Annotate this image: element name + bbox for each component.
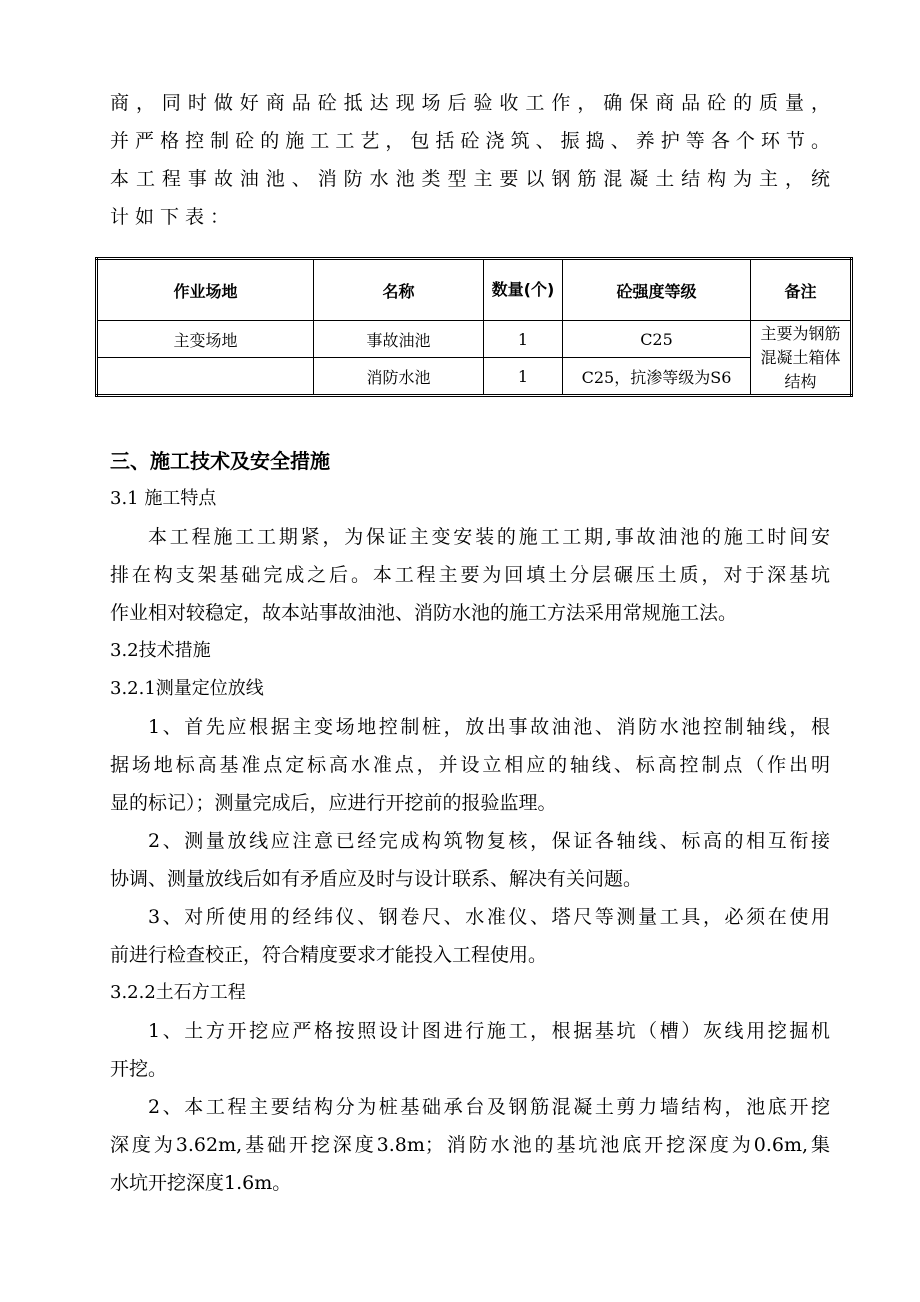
intro-line: 本工程事故油池、消防水池类型主要以钢筋混凝土结构为主，统: [110, 168, 830, 190]
subsection-heading: 3.2.1测量定位放线: [110, 678, 264, 699]
header-grade: 砼强度等级: [563, 259, 751, 321]
paragraph-line: 1、土方开挖应严格按照设计图进行施工，根据基坑（槽）灰线用挖掘机: [148, 1020, 830, 1042]
paragraph-line: 2、测量放线应注意已经完成构筑物复核，保证各轴线、标高的相互衔接: [148, 830, 830, 852]
intro-paragraph: [110, 84, 830, 236]
section-3: [110, 442, 830, 1202]
section-title: 三、施工技术及安全措施: [110, 449, 330, 473]
paragraph-line: 显的标记）；测量完成后，应进行开挖前的报验监理。: [110, 792, 557, 814]
subsection-heading: 3.2技术措施: [110, 640, 211, 661]
paragraph-line: 3、对所使用的经纬仪、钢卷尺、水准仪、塔尺等测量工具，必须在使用: [148, 906, 830, 928]
cell-site: 主变场地: [97, 321, 314, 358]
paragraph-line: 水坑开挖深度1.6m。: [110, 1172, 292, 1194]
table-row: [97, 358, 852, 396]
paragraph-line: 开挖。: [110, 1058, 168, 1080]
paragraph-line: 前进行检查校正，符合精度要求才能投入工程使用。: [110, 944, 548, 966]
table-header-row: [97, 259, 852, 321]
header-remark: 备注: [751, 259, 852, 321]
pool-statistics-table: [95, 257, 853, 397]
cell-qty: 1: [484, 321, 563, 358]
paragraph-line: 排在构支架基础完成之后。本工程主要为回填土分层碾压土质，对于深基坑: [110, 564, 830, 586]
cell-name: 事故油池: [314, 321, 484, 358]
cell-grade: C25，抗渗等级为S6: [563, 358, 751, 396]
table-row: [97, 321, 852, 358]
paragraph-line: 1、首先应根据主变场地控制桩，放出事故油池、消防水池控制轴线，根: [148, 716, 830, 738]
subsection-heading: 3.2.2土石方工程: [110, 982, 246, 1003]
header-name: 名称: [314, 259, 484, 321]
cell-qty: 1: [484, 358, 563, 396]
cell-remark: 主要为钢筋混凝土箱体结构: [751, 321, 852, 396]
paragraph-line: 2、本工程主要结构分为桩基础承台及钢筋混凝土剪力墙结构，池底开挖: [148, 1096, 830, 1118]
subsection-heading: 3.1 施工特点: [110, 488, 217, 509]
intro-line: 并严格控制砼的施工工艺，包括砼浇筑、振捣、养护等各个环节。: [110, 130, 830, 152]
intro-line: 商，同时做好商品砼抵达现场后验收工作，确保商品砼的质量，: [110, 92, 830, 114]
header-site: 作业场地: [97, 259, 314, 321]
paragraph-line: 据场地标高基准点定标高水准点，并设立相应的轴线、标高控制点（作出明: [110, 754, 830, 776]
cell-name: 消防水池: [314, 358, 484, 396]
intro-line: 计如下表：: [110, 206, 236, 228]
paragraph-line: 深度为3.62m,基础开挖深度3.8m；消防水池的基坑池底开挖深度为0.6m,集: [110, 1134, 830, 1156]
paragraph-line: 协调、测量放线后如有矛盾应及时与设计联系、解决有关问题。: [110, 868, 643, 890]
paragraph-line: 本工程施工工期紧，为保证主变安装的施工工期,事故油池的施工时间安: [148, 526, 830, 548]
cell-site: [97, 358, 314, 396]
cell-grade: C25: [563, 321, 751, 358]
header-qty: 数量(个): [484, 259, 563, 321]
paragraph-line: 作业相对较稳定，故本站事故油池、消防水池的施工方法采用常规施工法。: [110, 602, 738, 624]
